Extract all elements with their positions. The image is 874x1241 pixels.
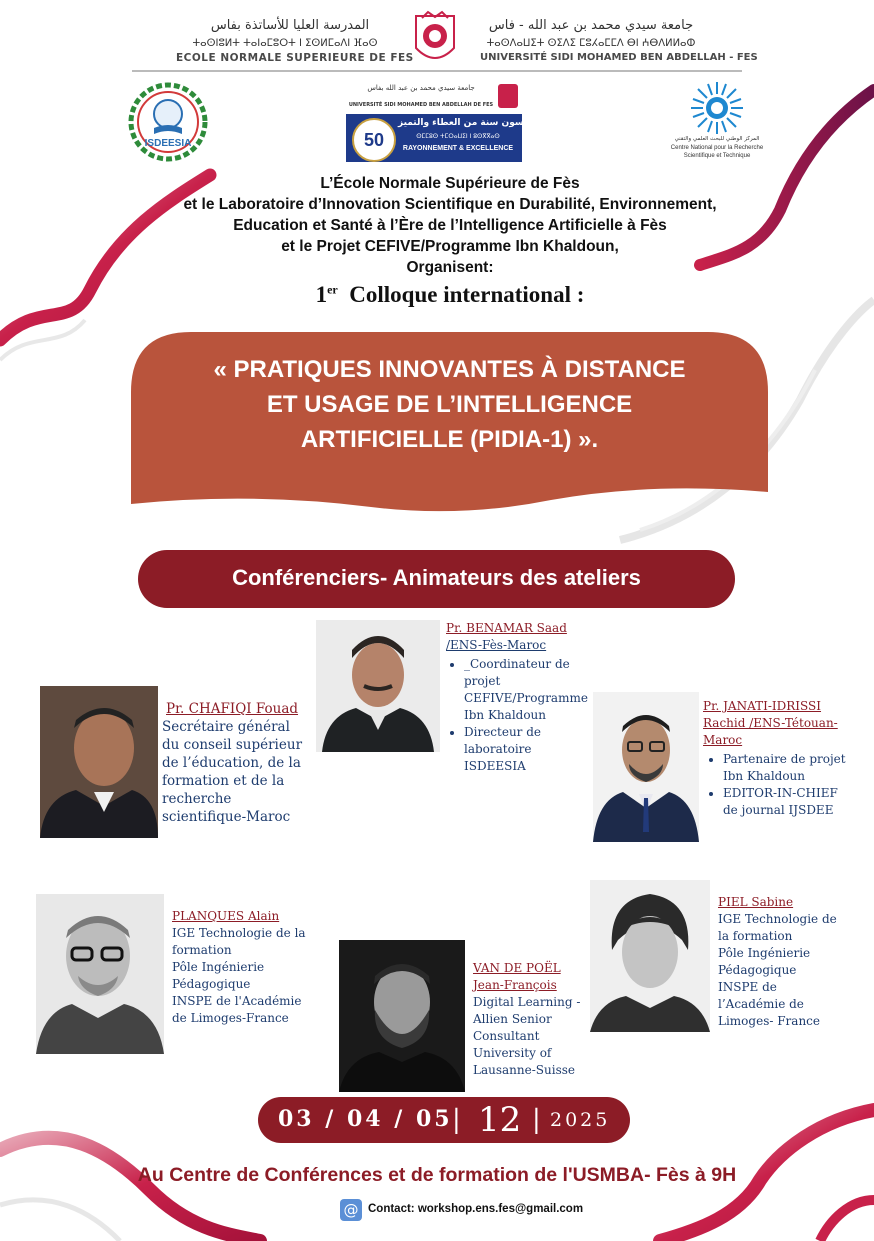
title-line-1: « PRATIQUES INNOVANTES À DISTANCE — [213, 356, 686, 383]
contact-email[interactable]: Contact: workshop.ens.fes@gmail.com — [368, 1203, 584, 1215]
colloque-heading — [200, 282, 700, 308]
janati-roles — [703, 751, 853, 819]
planques-line-5: INSPE de l'Académie — [172, 994, 302, 1008]
ens-arabic-name: المدرسة العليا للأساتذة بفاس — [210, 18, 370, 33]
planques-line-3: Pôle Ingénierie — [172, 960, 265, 974]
vandepoel-name-2: Jean-François — [473, 978, 557, 992]
piel-line-1: IGE Technologie de — [718, 912, 837, 926]
planques-line-4: Pédagogique — [172, 977, 251, 991]
speaker-planques — [172, 908, 322, 1027]
janati-name: Pr. JANATI-IDRISSI — [703, 699, 822, 713]
portrait-icon — [593, 692, 699, 842]
planques-line-6: de Limoges-France — [172, 1011, 289, 1025]
usmba-tifinagh-name: ⵜⴰⵙⴷⴰⵡⵉⵜ ⵙⵉⴷⵉ ⵎⵓⵃⴰⵎⵎⴷ ⴱⵏ ⵄⴱⴷⵍⵍⴰⵀ — [486, 38, 696, 49]
badge-emblem-small — [498, 84, 518, 108]
janati-role-1: • Partenaire de projet Ibn Khaldoun — [723, 751, 853, 785]
chafiqi-line-5: recherche — [162, 791, 232, 807]
isdeesia-logo — [128, 82, 208, 162]
speakers-heading: Conférenciers- Animateurs des ateliers — [138, 550, 735, 608]
benamar-name: Pr. BENAMAR Saad — [446, 621, 567, 635]
date-month: 12 — [478, 1100, 522, 1140]
vandepoel-name: VAN DE POËL — [473, 961, 561, 975]
planques-line-2: formation — [172, 943, 232, 957]
speaker-janati — [703, 698, 853, 819]
header-divider — [132, 70, 742, 72]
photo-benamar — [316, 620, 440, 752]
benamar-affil: /ENS-Fès-Maroc — [446, 638, 547, 652]
piel-line-5: INSPE de — [718, 980, 777, 994]
venue: Au Centre de Conférences et de formation de l'USMBA- Fès à 9H — [137, 1164, 737, 1186]
planques-name: PLANQUES Alain — [172, 909, 280, 923]
cnrst-arabic: المركز الوطني للبحث العلمي والتقني — [674, 136, 760, 142]
cnrst-line1: Centre National pour la Recherche — [670, 145, 764, 151]
portrait-icon — [339, 940, 465, 1092]
speaker-vandepoel — [473, 960, 603, 1079]
title-line-3: ARTIFICIELLE (PIDIA-1) ». — [300, 426, 599, 453]
cnrst-line2: Scientifique et Technique — [683, 153, 751, 159]
title-line-2: ET USAGE DE L’INTELLIGENCE — [266, 391, 633, 418]
speaker-chafiqi — [162, 700, 322, 826]
usmba-arabic-name: جامعة سيدي محمد بن عبد الله - فاس — [488, 18, 694, 33]
badge-arabic-small: جامعة سيدي محمد بن عبد الله بفاس — [367, 84, 475, 92]
badge-panel — [346, 114, 537, 162]
vandepoel-line-2: Allien Senior — [473, 1012, 552, 1026]
organizer-line-3: Education et Santé à l’Ère de l’Intelligence Artificielle à Fès — [233, 217, 667, 234]
contact-row — [340, 1199, 584, 1223]
colloque-text: Colloque international : — [349, 282, 585, 307]
date-year: 2025 — [550, 1109, 611, 1131]
portrait-icon — [36, 894, 164, 1054]
title-text — [131, 352, 768, 457]
chafiqi-line-6: scientifique-Maroc — [162, 809, 291, 825]
organizer-line-4: et le Projet CEFIVE/Programme Ibn Khaldoun, — [281, 238, 619, 255]
speaker-benamar — [446, 620, 596, 775]
chafiqi-line-2: du conseil supérieur — [162, 737, 303, 753]
photo-piel — [590, 880, 710, 1032]
piel-line-7: Limoges- France — [718, 1014, 820, 1028]
badge-tifinagh: ⵙⵎⵎⵓⵙ ⵜⵎⵔⴰⵡⵉⵏ ⵏ ⵓⵙⴳⴳⴰⵙ — [416, 133, 500, 140]
usmba-50-badge — [346, 84, 537, 162]
piel-name: PIEL Sabine — [718, 895, 794, 909]
chafiqi-line-1: Secrétaire général — [162, 719, 290, 735]
janati-name-3: Maroc — [703, 733, 743, 747]
event-date — [258, 1097, 630, 1143]
photo-janati — [593, 692, 699, 842]
vandepoel-line-5: Lausanne-Suisse — [473, 1063, 575, 1077]
badge-latin-small: UNIVERSITÉ SIDI MOHAMED BEN ABDELLAH DE FES — [348, 102, 494, 108]
vandepoel-line-3: Consultant — [473, 1029, 540, 1043]
title-banner — [131, 332, 768, 520]
portrait-icon — [590, 880, 710, 1032]
ribbon-left-bottom — [0, 1138, 260, 1241]
usmba-latin-name: UNIVERSITÉ SIDI MOHAMED BEN ABDELLAH - FES — [480, 52, 758, 63]
badge-arabic: خمسون سنة من العطاء والتميز — [398, 118, 537, 128]
ens-tifinagh-name: ⵜⴰⵙⵏⵓⵍⵜ ⵜⴰⵏⴰⵎⵓⵔⵜ ⵏ ⵉⵙⵍⵎⴰⴷⵏ ⴼⴰⵙ — [192, 38, 378, 49]
email-icon[interactable]: @ — [340, 1199, 362, 1221]
piel-line-6: l’Académie de — [718, 997, 804, 1011]
photo-chafiqi — [40, 686, 158, 838]
organizer-line-1: L’École Normale Supérieure de Fès — [320, 175, 580, 192]
chafiqi-name: Pr. CHAFIQI Fouad — [166, 701, 299, 717]
benamar-role-1: • _Coordinateur de projet CEFIVE/Programme Ibn Khaldoun — [464, 656, 596, 724]
ens-latin-name: ECOLE NORMALE SUPERIEURE DE FES — [176, 52, 414, 64]
speaker-piel — [718, 894, 858, 1030]
colloque-number: 1 — [315, 282, 328, 307]
organizer-line-2: et le Laboratoire d’Innovation Scientifique en Durabilité, Environnement, — [183, 196, 717, 213]
cnrst-sun-icon — [672, 78, 762, 138]
date-days: 03 / 04 / 05 — [278, 1106, 453, 1132]
vandepoel-line-4: University of — [473, 1046, 552, 1060]
date-sep-1: | — [452, 1105, 461, 1135]
badge-latin: RAYONNEMENT & EXCELLENCE — [402, 145, 514, 152]
portrait-icon — [40, 686, 158, 838]
organizers-block — [100, 173, 800, 278]
usmba-emblem — [410, 8, 460, 70]
photo-vandepoel — [339, 940, 465, 1092]
chafiqi-line-3: de l’éducation, de la — [162, 755, 301, 771]
piel-line-2: la formation — [718, 929, 793, 943]
chafiqi-line-4: formation et de la — [162, 773, 285, 789]
piel-line-3: Pôle Ingénierie — [718, 946, 811, 960]
benamar-role-2: • Directeur de laboratoire ISDEESIA — [464, 724, 596, 775]
colloque-sup: er — [327, 282, 338, 297]
portrait-icon — [316, 620, 440, 752]
isdeesia-text: ISDEESIA — [144, 138, 192, 149]
date-sep-2: | — [532, 1105, 541, 1135]
piel-line-4: Pédagogique — [718, 963, 797, 977]
benamar-roles — [446, 656, 596, 775]
organizer-line-5: Organisent: — [406, 259, 494, 276]
cnrst-logo — [672, 78, 762, 168]
vandepoel-line-1: Digital Learning - — [473, 995, 581, 1009]
janati-name-2: Rachid /ENS-Tétouan- — [703, 716, 838, 730]
janati-role-2: • EDITOR-IN-CHIEF de journal IJSDEE — [723, 785, 853, 819]
planques-line-1: IGE Technologie de la — [172, 926, 306, 940]
badge-number: 50 — [363, 130, 385, 150]
photo-planques — [36, 894, 164, 1054]
badge-circle — [352, 118, 396, 162]
